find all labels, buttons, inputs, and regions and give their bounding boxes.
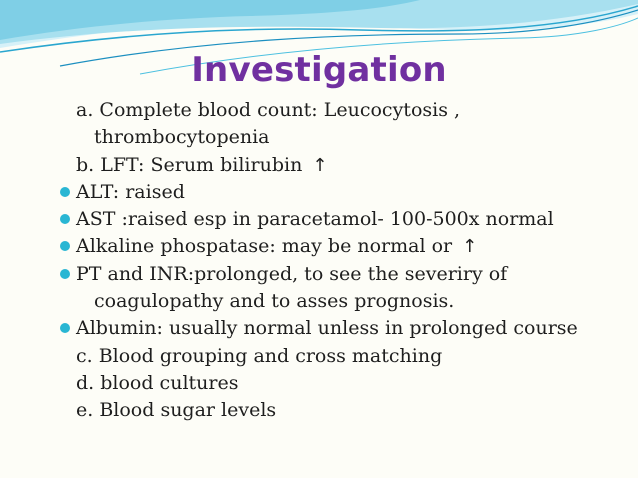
line-text: a. Complete blood count: Leucocytosis , xyxy=(76,99,461,121)
line-text: d. blood cultures xyxy=(76,371,239,394)
list-line xyxy=(76,370,636,397)
up-arrow-icon: ↑ xyxy=(312,154,328,176)
line-text: PT and INR:prolonged, to see the severiry of xyxy=(76,262,508,285)
line-text: AST :raised esp in paracetamol- 100-500x normal xyxy=(76,208,554,231)
list-line xyxy=(76,343,636,370)
list-line xyxy=(76,152,636,179)
slide-content xyxy=(76,97,636,425)
line-continuation xyxy=(76,124,636,151)
bullet-item xyxy=(76,206,636,233)
line-text: e. Blood sugar levels xyxy=(76,399,277,422)
line-text: Albumin: usually normal unless in prolonged course xyxy=(76,317,578,340)
line-text: c. Blood grouping and cross matching xyxy=(76,344,443,367)
line-continuation xyxy=(76,288,636,315)
line-text: Alkaline phospatase: may be normal or xyxy=(76,235,459,258)
bullet-item xyxy=(76,315,636,342)
bullet-dot-icon xyxy=(60,323,70,333)
slide-title: Investigation xyxy=(191,50,447,90)
line-text: ALT: raised xyxy=(76,180,185,203)
list-line xyxy=(76,97,636,124)
bullet-dot-icon xyxy=(60,214,70,224)
bullet-item xyxy=(76,179,636,206)
up-arrow-icon: ↑ xyxy=(462,236,478,258)
bullet-item xyxy=(76,233,636,260)
bullet-dot-icon xyxy=(60,269,70,279)
bullet-dot-icon xyxy=(60,187,70,197)
bullet-dot-icon xyxy=(60,241,70,251)
bullet-item xyxy=(76,261,636,288)
line-text: coagulopathy and to asses prognosis. xyxy=(94,290,455,313)
line-text: b. LFT: Serum bilirubin xyxy=(76,153,309,176)
list-line xyxy=(76,397,636,424)
line-text: thrombocytopenia xyxy=(94,126,270,149)
